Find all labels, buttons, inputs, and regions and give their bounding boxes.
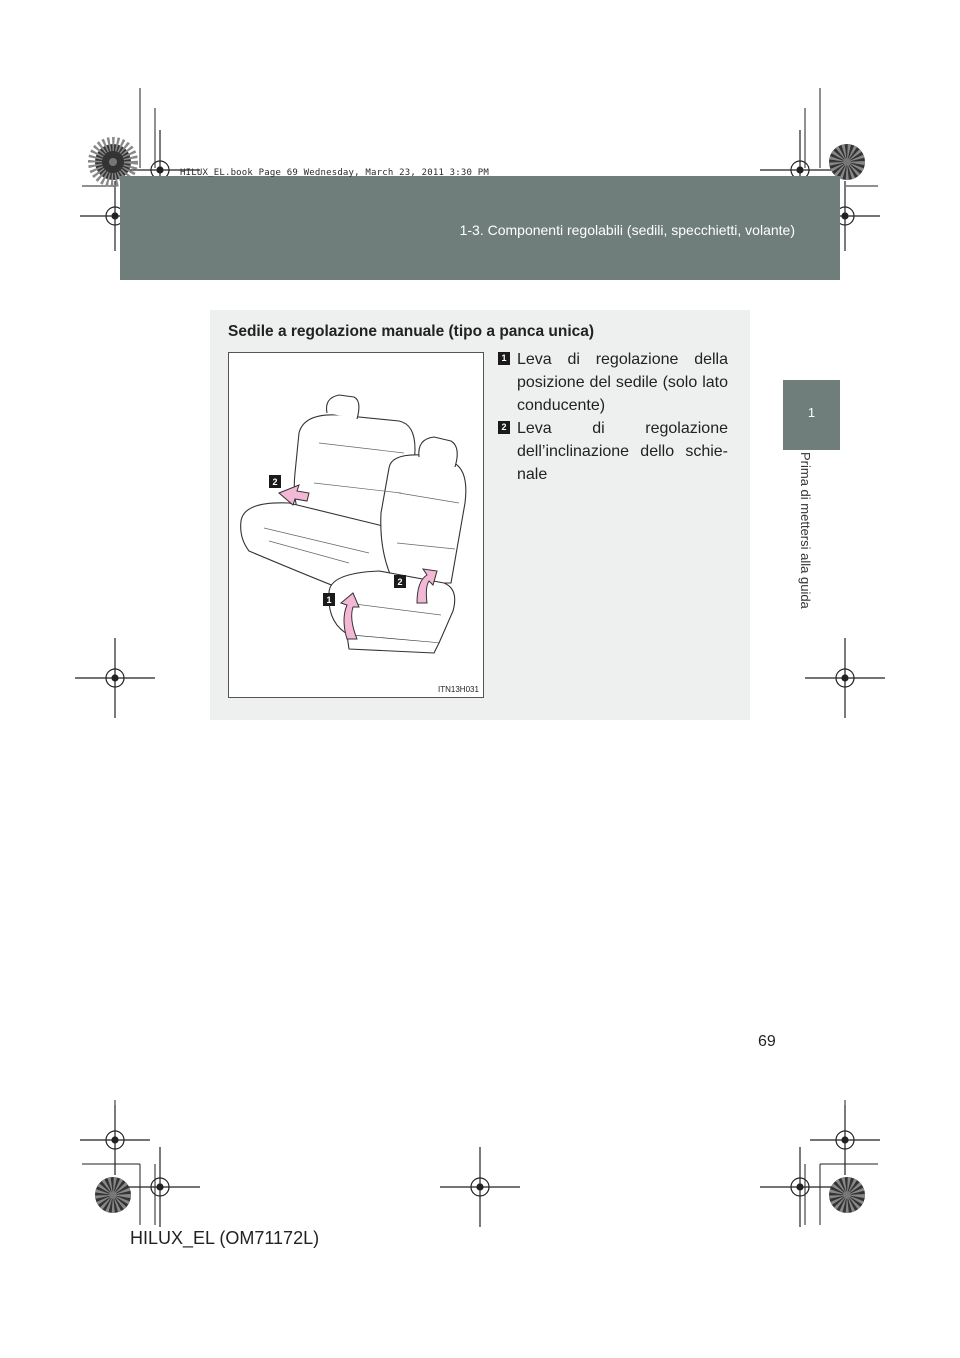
page-number: 69 [758, 1033, 776, 1050]
item-text: Leva di regolazione dell’inclinazione dello schie-nale [517, 420, 728, 483]
callout-2-front: 2 [397, 577, 403, 587]
seat-illustration [228, 352, 484, 698]
callout-1: 1 [326, 595, 332, 605]
section-title: 1-3. Componenti regolabili (sedili, specchietti, volante) [459, 222, 795, 238]
list-item [498, 348, 728, 417]
item-badge: 1 [498, 352, 510, 365]
book-stamp: HILUX_EL.book Page 69 Wednesday, March 23, 2011 3:30 PM [180, 168, 490, 178]
chapter-label-vertical [795, 452, 815, 642]
chapter-number: 1 [807, 405, 816, 420]
item-text: Leva di regolazione della posizione del sedile (solo lato conducente) [517, 351, 728, 414]
chapter-label: Prima di mettersi alla guida [798, 452, 813, 609]
bench-seat-drawing [229, 353, 483, 697]
section-heading: Sedile a regolazione manuale (tipo a panca unica) [228, 323, 595, 340]
list-item [498, 417, 728, 486]
figure-code: ITN13H031 [438, 685, 479, 694]
document-code: HILUX_EL (OM71172L) [130, 1228, 320, 1248]
callout-2-rear: 2 [272, 477, 278, 487]
item-badge: 2 [498, 421, 510, 434]
